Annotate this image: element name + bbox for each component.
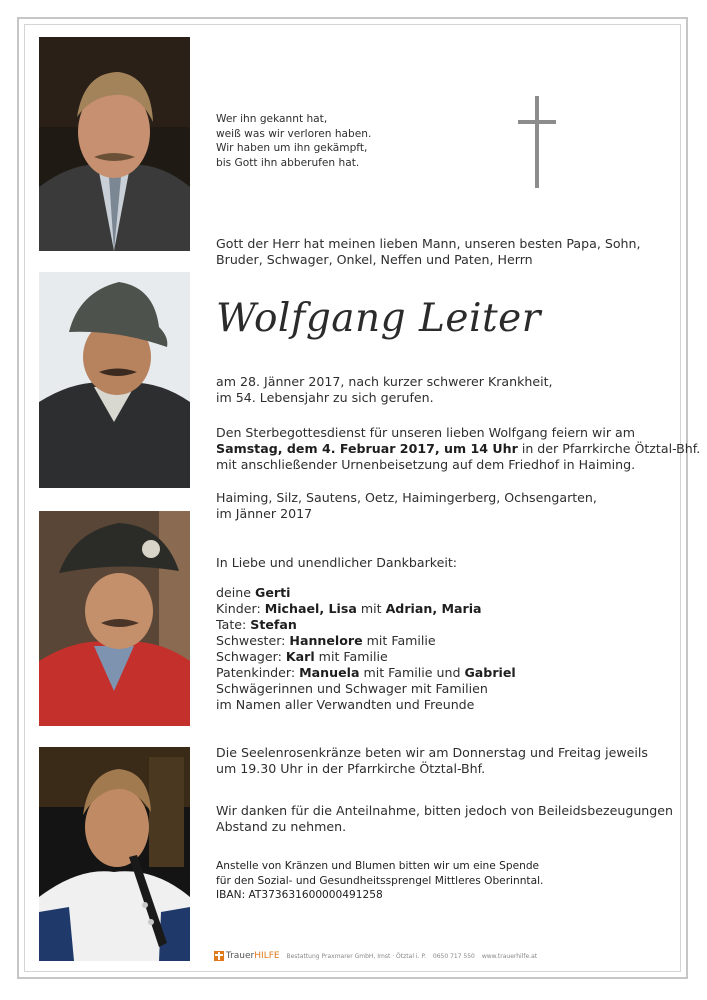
poem-line: weiß was wir verloren haben. (216, 127, 372, 140)
photo-hat-red-jacket (39, 511, 190, 726)
mourner-brother-in-law: Schwager: Karl mit Familie (216, 649, 388, 664)
thanks-line: Wir danken für die Anteilnahme, bitten jedoch von Beileidsbezeugungen (216, 803, 674, 818)
donation-note (216, 859, 543, 903)
intro-text (216, 236, 641, 268)
poem-line: bis Gott ihn abberufen hat. (216, 156, 360, 169)
place-date (216, 490, 597, 522)
rosary-line: Die Seelenrosenkränze beten wir am Donnerstag und Freitag jeweils (216, 745, 648, 760)
date-line: im Jänner 2017 (216, 506, 313, 521)
rosary-info (216, 745, 648, 777)
footer-web[interactable]: www.trauerhilfe.at (481, 952, 538, 960)
footer (214, 951, 537, 961)
death-notice-line: im 54. Lebensjahr zu sich gerufen. (216, 390, 434, 405)
mourners-list (216, 585, 516, 713)
photo-clarinet-player (39, 747, 190, 961)
trauerhilfe-logo-icon (214, 951, 224, 961)
donation-line: für den Sozial- und Gesundheitssprengel Mittleres Oberinntal. (216, 874, 544, 887)
memorial-poem (216, 112, 371, 170)
poem-line: Wer ihn gekannt hat, (216, 113, 328, 125)
donation-line: Anstelle von Kränzen und Blumen bitten wir um eine Spende (216, 860, 540, 872)
iban-line: IBAN: AT373631600000491258 (216, 889, 383, 901)
intro-line: Bruder, Schwager, Onkel, Neffen und Paten, Herrn (216, 252, 533, 267)
funeral-line: Samstag, dem 4. Februar 2017, um 14 Uhr in der Pfarrkirche Ötztal-Bhf. (216, 441, 701, 456)
deceased-name: Wolfgang Leiter (216, 296, 541, 341)
poem-line: Wir haben um ihn gekämpft, (216, 142, 368, 154)
funeral-info (216, 425, 700, 473)
mourner-godchildren: Patenkinder: Manuela mit Familie und Gabriel (216, 665, 516, 680)
funeral-date: Samstag, dem 4. Februar 2017, um 14 Uhr (216, 441, 518, 456)
gratitude-line: In Liebe und unendlicher Dankbarkeit: (216, 555, 458, 570)
mourner-tate: Tate: Stefan (216, 617, 297, 632)
mourner-children: Kinder: Michael, Lisa mit Adrian, Maria (216, 601, 482, 616)
cross-icon (518, 96, 556, 188)
death-notice-line: am 28. Jänner 2017, nach kurzer schwerer Krankheit, (216, 374, 553, 389)
footer-company: Bestattung Praxmarer GmbH, Imst · Ötztal i. P. (286, 952, 426, 960)
place-line: Haiming, Silz, Sautens, Oetz, Haimingerberg, Ochsengarten, (216, 490, 597, 505)
thanks-note (216, 803, 673, 835)
footer-phone: 0650 717 550 (432, 952, 475, 960)
mourner-relatives: im Namen aller Verwandten und Freunde (216, 697, 475, 712)
death-notice (216, 374, 553, 406)
mourner-wife: deine Gerti (216, 585, 291, 600)
mourner-sister: Schwester: Hannelore mit Familie (216, 633, 436, 648)
mourner-in-laws: Schwägerinnen und Schwager mit Familien (216, 681, 488, 696)
funeral-line: Den Sterbegottesdienst für unseren lieben Wolfgang feiern wir am (216, 425, 635, 440)
intro-line: Gott der Herr hat meinen lieben Mann, unseren besten Papa, Sohn, (216, 236, 641, 251)
funeral-line: mit anschließender Urnenbeisetzung auf dem Friedhof in Haiming. (216, 457, 636, 472)
photo-portrait-suit (39, 37, 190, 251)
footer-logo: TrauerHILFE (225, 951, 280, 961)
rosary-line: um 19.30 Uhr in der Pfarrkirche Ötztal-Bhf. (216, 761, 486, 776)
thanks-line: Abstand zu nehmen. (216, 819, 347, 834)
photo-hat-jacket (39, 272, 190, 488)
